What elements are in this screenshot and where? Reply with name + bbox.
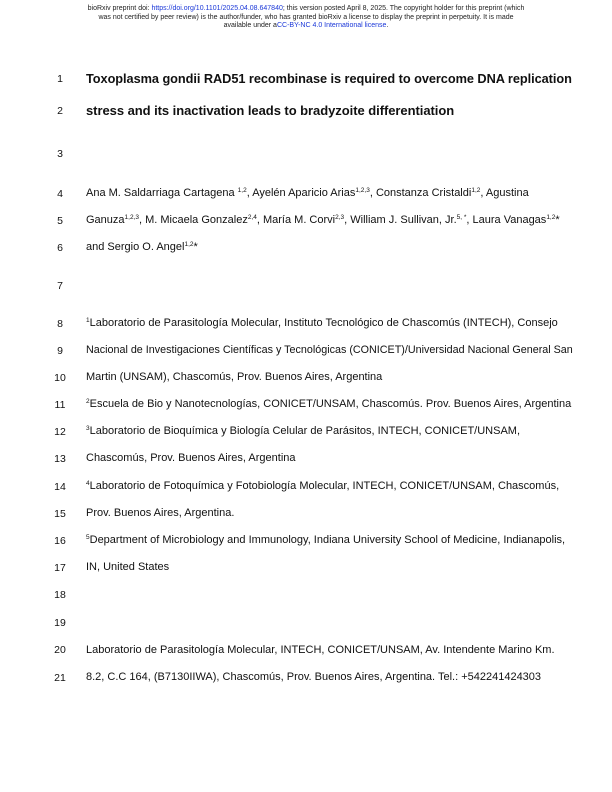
line-number: 14 bbox=[54, 481, 66, 493]
line-number: 12 bbox=[54, 426, 66, 438]
header-line-3: available under aCC-BY-NC 4.0 International license. bbox=[223, 22, 389, 30]
correspondence-line-1: Laboratorio de Parasitología Molecular, INTECH, CONICET/UNSAM, Av. Intendente Marino Km. bbox=[86, 644, 555, 656]
affiliation-3-line-1: $^3$Laboratorio de Bioquímica y Biología Celular de Parásitos, INTECH, CONICET/UNSAM, bbox=[86, 425, 521, 437]
affiliation-4-line-1: $^4$Laboratorio de Fotoquímica y Fotobiología Molecular, INTECH, CONICET/UNSAM, Chascomús, bbox=[86, 480, 560, 492]
line-number: 6 bbox=[57, 242, 63, 254]
line-number: 16 bbox=[54, 535, 66, 547]
affiliation-5-line-1: $^5$Department of Microbiology and Immunology, Indiana University School of Medicine, Indianapolis, bbox=[86, 534, 566, 546]
header-line-1: bioRxiv preprint doi: https://doi.org/10.1101/2025.04.08.647840; this version posted April 8, 2025. The copyright holder for this preprint (which bbox=[87, 5, 525, 12]
line-number: 11 bbox=[54, 399, 66, 411]
license-link[interactable]: CC-BY-NC 4.0 International license bbox=[276, 22, 387, 30]
line-number: 21 bbox=[54, 672, 66, 684]
affiliation-3-line-2: Chascomús, Prov. Buenos Aires, Argentina bbox=[86, 452, 296, 464]
line-number: 5 bbox=[57, 215, 63, 227]
affiliation-1-line-3: Martin (UNSAM), Chascomús, Prov. Buenos Aires, Argentina bbox=[86, 371, 383, 383]
paper-title-line-2: stress and its inactivation leads to bradyzoite differentiation bbox=[86, 103, 455, 118]
correspondence-line-2: 8.2, C.C 164, (B7130IIWA), Chascomús, Prov. Buenos Aires, Argentina. Tel.: +542241424303 bbox=[86, 671, 542, 683]
paper-title-line-1: Toxoplasma gondii RAD51 recombinase is required to overcome DNA replication bbox=[86, 71, 572, 86]
line-number: 4 bbox=[57, 188, 63, 200]
line-number: 20 bbox=[54, 644, 66, 656]
line-number: 1 bbox=[57, 73, 63, 85]
line-number: 7 bbox=[57, 280, 63, 292]
author-line-3: and Sergio O. Angel$^{1,2}$* bbox=[86, 241, 198, 253]
line-number: 8 bbox=[57, 318, 63, 330]
line-number: 17 bbox=[54, 562, 66, 574]
affiliation-2: $^2$Escuela de Bio y Nanotecnologías, CONICET/UNSAM, Chascomús. Prov. Buenos Aires, Argentina bbox=[86, 398, 572, 410]
line-number: 15 bbox=[54, 508, 66, 520]
line-number: 9 bbox=[57, 345, 63, 357]
line-number: 18 bbox=[54, 589, 66, 601]
header-line-2: was not certified by peer review) is the author/funder, who has granted bioRxiv a license to display the preprint in perpetuity. It is made bbox=[98, 13, 514, 21]
line-number: 2 bbox=[57, 105, 63, 117]
line-number: 19 bbox=[54, 617, 66, 629]
preprint-header bbox=[40, 5, 572, 31]
affiliation-1-line-1: $^1$Laboratorio de Parasitología Molecular, Instituto Tecnológico de Chascomús (INTECH), Consejo bbox=[86, 317, 558, 329]
doi-link[interactable]: https://doi.org/10.1101/2025.04.08.647840 bbox=[151, 5, 283, 12]
line-number: 13 bbox=[54, 453, 66, 465]
affiliation-4-line-2: Prov. Buenos Aires, Argentina. bbox=[86, 507, 235, 519]
affiliation-5-line-2: IN, United States bbox=[86, 561, 170, 573]
author-line-1: Ana M. Saldarriaga Cartagena $^{1,2}$, Ayelén Aparicio Arias$^{1,2,3}$, Constanza Cristaldi$^{1,2}$, Agustina bbox=[86, 187, 529, 199]
line-number: 3 bbox=[57, 148, 63, 160]
author-line-2: Ganuza$^{1,2,3}$, M. Micaela Gonzalez$^{2,4}$, María M. Corvi$^{2,3}$, William J. Sullivan, Jr.$^{5, *}$, Laura Vanagas$^{1,2}$* bbox=[86, 214, 560, 226]
affiliation-1-line-2: Nacional de Investigaciones Científicas y Tecnológicas (CONICET)/Universidad Nacional General San bbox=[86, 344, 573, 356]
line-number: 10 bbox=[54, 372, 66, 384]
